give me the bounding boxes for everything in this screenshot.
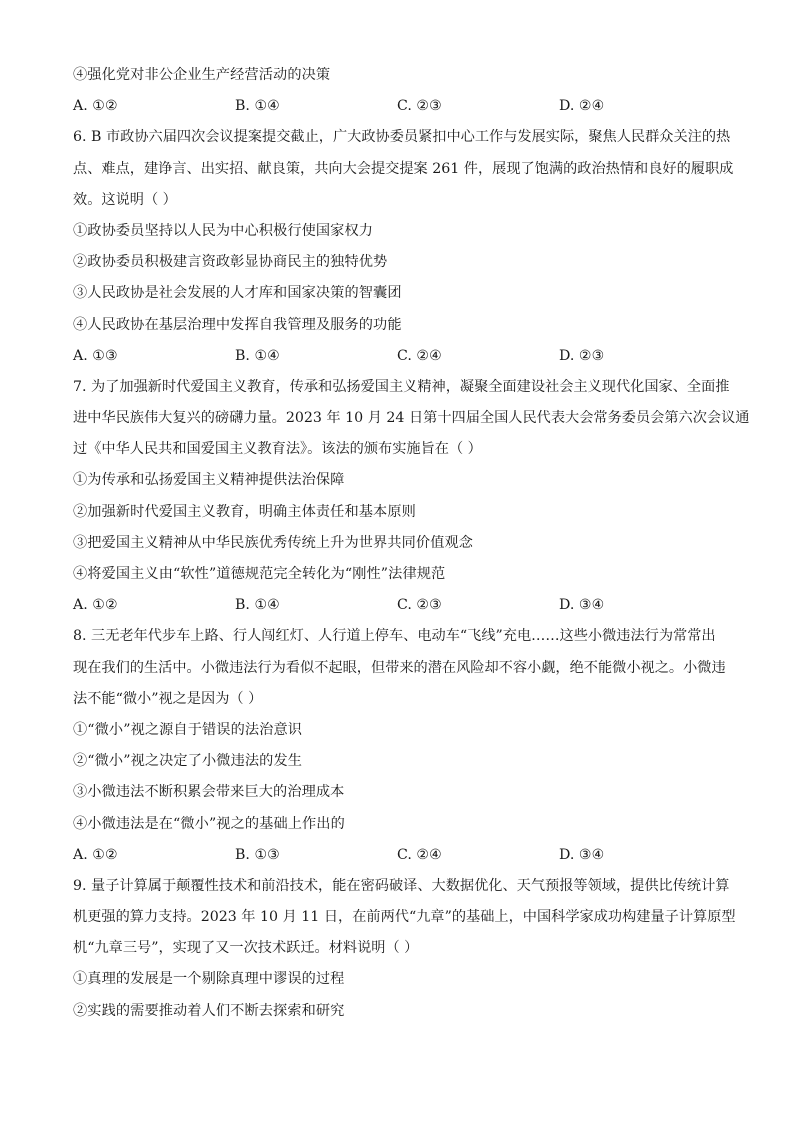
q7-choice-a[interactable]: A. ①② xyxy=(73,597,118,614)
q9-option-2: ②实践的需要推动着人们不断去探索和研究 xyxy=(73,1002,345,1019)
q9-stem-line-2: 机更强的算力支持。2023 年 10 月 11 日，在前两代“九章”的基础上，中国科学家成功构建量子计算原型 xyxy=(73,909,736,926)
q7-choice-c[interactable]: C. ②③ xyxy=(397,597,442,614)
q6-choices xyxy=(73,341,723,372)
q7-stem-line-3: 过《中华人民共和国爱国主义教育法》。该法的颁布实施旨在（ ） xyxy=(73,441,482,458)
q5-choice-c[interactable]: C. ②③ xyxy=(397,98,442,115)
q6-choice-d[interactable]: D. ②③ xyxy=(559,347,605,364)
q8-choice-c[interactable]: C. ②④ xyxy=(397,846,442,863)
q5-choice-a[interactable]: A. ①② xyxy=(73,98,118,115)
q8-option-2: ②“微小”视之决定了小微违法的发生 xyxy=(73,753,303,770)
q9-stem-line-3: 机“九章三号”，实现了又一次技术跃迁。材料说明（ ） xyxy=(73,940,419,957)
q6-choice-c[interactable]: C. ②④ xyxy=(397,347,442,364)
q5-choices xyxy=(73,91,723,122)
q6-option-4: ④人民政协在基层治理中发挥自我管理及服务的功能 xyxy=(73,316,402,333)
q8-option-1: ①“微小”视之源自于错误的法治意识 xyxy=(73,721,303,738)
q7-option-3: ③把爱国主义精神从中华民族优秀传统上升为世界共同价值观念 xyxy=(73,534,474,551)
q6-option-2: ②政协委员积极建言资政彰显协商民主的独特优势 xyxy=(73,254,388,271)
q8-option-4: ④小微违法是在“微小”视之的基础上作出的 xyxy=(73,815,345,832)
q8-option-3: ③小微违法不断积累会带来巨大的治理成本 xyxy=(73,784,345,801)
q5-option-4: ④强化党对非公企业生产经营活动的决策 xyxy=(73,67,331,83)
q7-choices xyxy=(73,590,723,621)
q7-stem-line-1: 7. 为了加强新时代爱国主义教育，传承和弘扬爱国主义精神，凝聚全面建设社会主义现代化国家、全面推 xyxy=(73,378,730,395)
q7-option-1: ①为传承和弘扬爱国主义精神提供法治保障 xyxy=(73,472,345,489)
q5-choice-d[interactable]: D. ②④ xyxy=(559,98,605,115)
q7-option-2: ②加强新时代爱国主义教育，明确主体责任和基本原则 xyxy=(73,503,416,520)
q8-choice-a[interactable]: A. ①② xyxy=(73,846,118,863)
q6-stem-line-1: 6. B 市政协六届四次会议提案提交截止，广大政协委员紧扣中心工作与发展实际，聚焦人民群众关注的热 xyxy=(73,129,731,146)
q6-option-3: ③人民政协是社会发展的人才库和国家决策的智囊团 xyxy=(73,285,402,302)
q9-option-1: ①真理的发展是一个剔除真理中谬误的过程 xyxy=(73,971,345,988)
q8-stem-line-1: 8. 三无老年代步车上路、行人闯红灯、人行道上停车、电动车“飞线”充电……这些小微违法行为常常出 xyxy=(73,628,716,645)
q6-stem-line-2: 点、难点，建诤言、出实招、献良策，共向大会提交提案 261 件，展现了饱满的政治热情和良好的履职成 xyxy=(73,160,734,177)
q6-option-1: ①政协委员坚持以人民为中心积极行使国家权力 xyxy=(73,222,374,239)
q7-choice-b[interactable]: B. ①④ xyxy=(235,597,280,614)
q8-stem-line-3: 法不能“微小”视之是因为（ ） xyxy=(73,690,263,707)
q6-choice-b[interactable]: B. ①④ xyxy=(235,347,280,364)
q7-option-4: ④将爱国主义由“软性”道德规范完全转化为“刚性”法律规范 xyxy=(73,566,446,582)
q6-stem-line-3: 效。这说明（ ） xyxy=(73,191,177,208)
q8-stem-line-2: 现在我们的生活中。小微违法行为看似不起眼，但带来的潜在风险却不容小觑，绝不能微小视之。小微违 xyxy=(73,659,726,676)
q8-choices xyxy=(73,840,723,871)
q8-choice-d[interactable]: D. ③④ xyxy=(559,846,605,863)
q5-choice-b[interactable]: B. ①④ xyxy=(235,98,280,115)
q6-choice-a[interactable]: A. ①③ xyxy=(73,347,118,364)
q9-stem-line-1: 9. 量子计算属于颠覆性技术和前沿技术，能在密码破译、大数据优化、天气预报等领域，提供比传统计算 xyxy=(73,877,730,894)
exam-page xyxy=(73,60,750,1027)
q7-stem-line-2: 进中华民族伟大复兴的磅礴力量。2023 年 10 月 24 日第十四届全国人民代表大会常务委员会第六次会议通 xyxy=(73,410,750,427)
q8-choice-b[interactable]: B. ①③ xyxy=(235,846,280,863)
q7-choice-d[interactable]: D. ③④ xyxy=(559,597,605,614)
